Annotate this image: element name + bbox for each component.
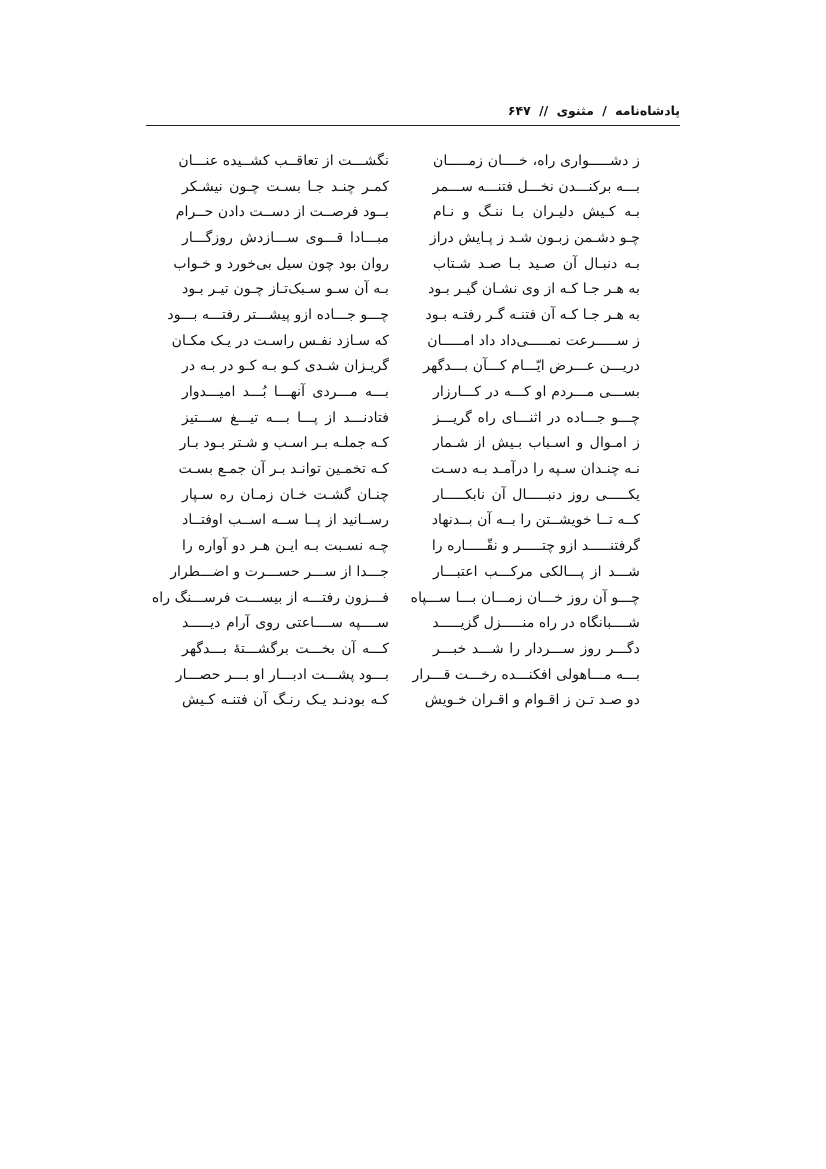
page-number: ۶۴۷ <box>507 103 531 118</box>
couplet <box>179 431 640 457</box>
hemistich-first: چـــو آن روز خـــان زمـــان بـــا ســـپاه <box>410 589 640 606</box>
couplet <box>178 148 640 174</box>
hemistich-first: بـــه برکنـــدن نخـــل فتنـــه ســـمر <box>432 178 640 195</box>
hemistich-second: کـه بودنـد یـک رنـگ آن فتنـه کـیش <box>182 692 389 709</box>
hemistich-second: نگشـــت از تعاقــب کشــیده عنـــان <box>178 152 389 169</box>
hemistich-second: چـه نسـبت بـه ایـن هـر دو آواره را <box>182 538 389 555</box>
poem-body <box>151 148 640 713</box>
hemistich-first: چـــو جـــاده در اثنـــای راه گریـــز <box>433 409 640 426</box>
hemistich-first: دگـــر روز ســـردار را شـــد خبـــر <box>433 640 640 657</box>
hemistich-second: بـه آن سـو سـبک‌تـاز چـون تیـر بـود <box>182 281 389 298</box>
hemistich-first: ز امـوال و اسـباب بـیش از شـمار <box>433 435 640 452</box>
couplet <box>182 174 640 200</box>
hemistich-first: ز دشـــــواری راه، خــــان زمـــــان <box>433 152 640 169</box>
hemistich-first: چـو دشـمن زبـون شـد ز پـایش دراز <box>429 229 640 246</box>
hemistich-second: بــود فرصــت از دســت دادن حــرام <box>175 204 389 221</box>
hemistich-first: شـــد از پـــالکی مرکـــب اعتبـــار <box>433 563 640 580</box>
couplet <box>182 687 640 713</box>
title-separator: / <box>602 103 607 118</box>
hemistich-first: به هـر جـا کـه از وی نشـان گیـر بـود <box>428 281 640 298</box>
couplet <box>182 354 640 380</box>
couplet <box>182 508 640 534</box>
couplet <box>167 302 640 328</box>
hemistich-second: ســــپه ســــاعتی روی آرام دیـــــد <box>182 615 389 632</box>
couplet <box>182 405 640 431</box>
couplet <box>182 276 640 302</box>
hemistich-second: رســانید از پــا ســه اســب اوفتــاد <box>182 512 389 529</box>
hemistich-first: بســـی مـــردم او کـــه در کـــارزار <box>433 384 640 401</box>
hemistich-first: به هـر جـا کـه آن فتنـه گـر رفتـه بـود <box>425 306 640 323</box>
hemistich-second: چنـان گشـت خـان زمـان ره سـپار <box>182 486 389 503</box>
hemistich-first: ز ســـــرعت نمـــــی‌داد داد امـــــان <box>427 332 640 349</box>
hemistich-second: فـــزون رفتـــه از بیســـت فرســـنگ راه <box>151 589 389 606</box>
hemistich-second: فتادنـــد از پـــا بـــه تیـــغ ســـتیز <box>182 409 389 426</box>
hemistich-first: بـه کـیش دلیـران بـا ننـگ و نـام <box>433 204 640 221</box>
couplet <box>182 379 640 405</box>
hemistich-first: گرفتنـــــد ازو چتـــــر و نقّـــــاره را <box>431 538 640 555</box>
hemistich-second: چـــو جـــاده ازو پیشـــتر رفتـــه بـــود <box>167 306 389 323</box>
hemistich-second: کـــه آن بخـــت برگشـــتۀ بـــدگهر <box>182 640 389 657</box>
hemistich-second: کـه جملـه بـر اسـب و شـتر بـود بـار <box>179 435 389 452</box>
hemistich-second: کمـر چنـد جـا بسـت چـون نیشـکر <box>182 178 389 195</box>
couplet <box>182 610 640 636</box>
book-title: پادشاه‌نامه <box>615 103 680 118</box>
hemistich-second: جـــدا از ســـر حســـرت و اضـــطرار <box>170 563 389 580</box>
couplet <box>182 482 640 508</box>
running-head <box>146 101 680 121</box>
hemistich-second: بـــه مـــردی آنهـــا بُـــد امیـــدوار <box>182 384 389 401</box>
hemistich-first: دو صـد تـن ز اقـوام و اقـران خـویش <box>424 692 640 709</box>
couplet <box>178 456 640 482</box>
hemistich-first: نـه چنـدان سـپه را درآمـد بـه دسـت <box>431 461 640 478</box>
hemistich-second: روان بود چون سیل بی‌خورد و خـواب <box>173 255 389 272</box>
hemistich-second: مبـــادا قـــوی ســـازدش روزگـــار <box>182 229 389 246</box>
couplet <box>182 533 640 559</box>
hemistich-first: بـه دنبـال آن صـید بـا صـد شـتاب <box>433 255 640 272</box>
couplet <box>151 585 640 611</box>
hemistich-second: گریـزان شـدی کـو بـه کـو در بـه در <box>182 358 389 375</box>
couplet <box>182 636 640 662</box>
couplet <box>175 662 640 688</box>
page-separator: // <box>539 103 549 118</box>
couplet <box>182 225 640 251</box>
couplet <box>173 251 640 277</box>
hemistich-first: دریـــن عـــرض ایّـــام کـــآن بـــدگهر <box>423 358 640 375</box>
hemistich-first: شــــبانگاه در راه منـــــزل گزیـــــد <box>432 615 640 632</box>
header-rule <box>146 125 680 126</box>
couplet <box>170 559 640 585</box>
couplet <box>171 328 640 354</box>
hemistich-second: که سـازد نفـس راسـت در یـک مکـان <box>171 332 389 349</box>
hemistich-first: کــه تــا خویشــتن را بــه آن بــدنهاد <box>431 512 640 529</box>
hemistich-second: بـــود پشـــت ادبـــار او بـــر حصـــار <box>175 666 389 683</box>
section-name: مثنوی <box>556 103 594 118</box>
hemistich-first: یکـــــی روز دنبـــــال آن نابکـــــار <box>433 486 640 503</box>
couplet <box>175 199 640 225</box>
hemistich-first: بـــه مـــاهولی افکنـــده رخـــت قـــرار <box>412 666 640 683</box>
hemistich-second: کـه تخمـین توانـد بـر آن جمـع بسـت <box>178 461 389 478</box>
